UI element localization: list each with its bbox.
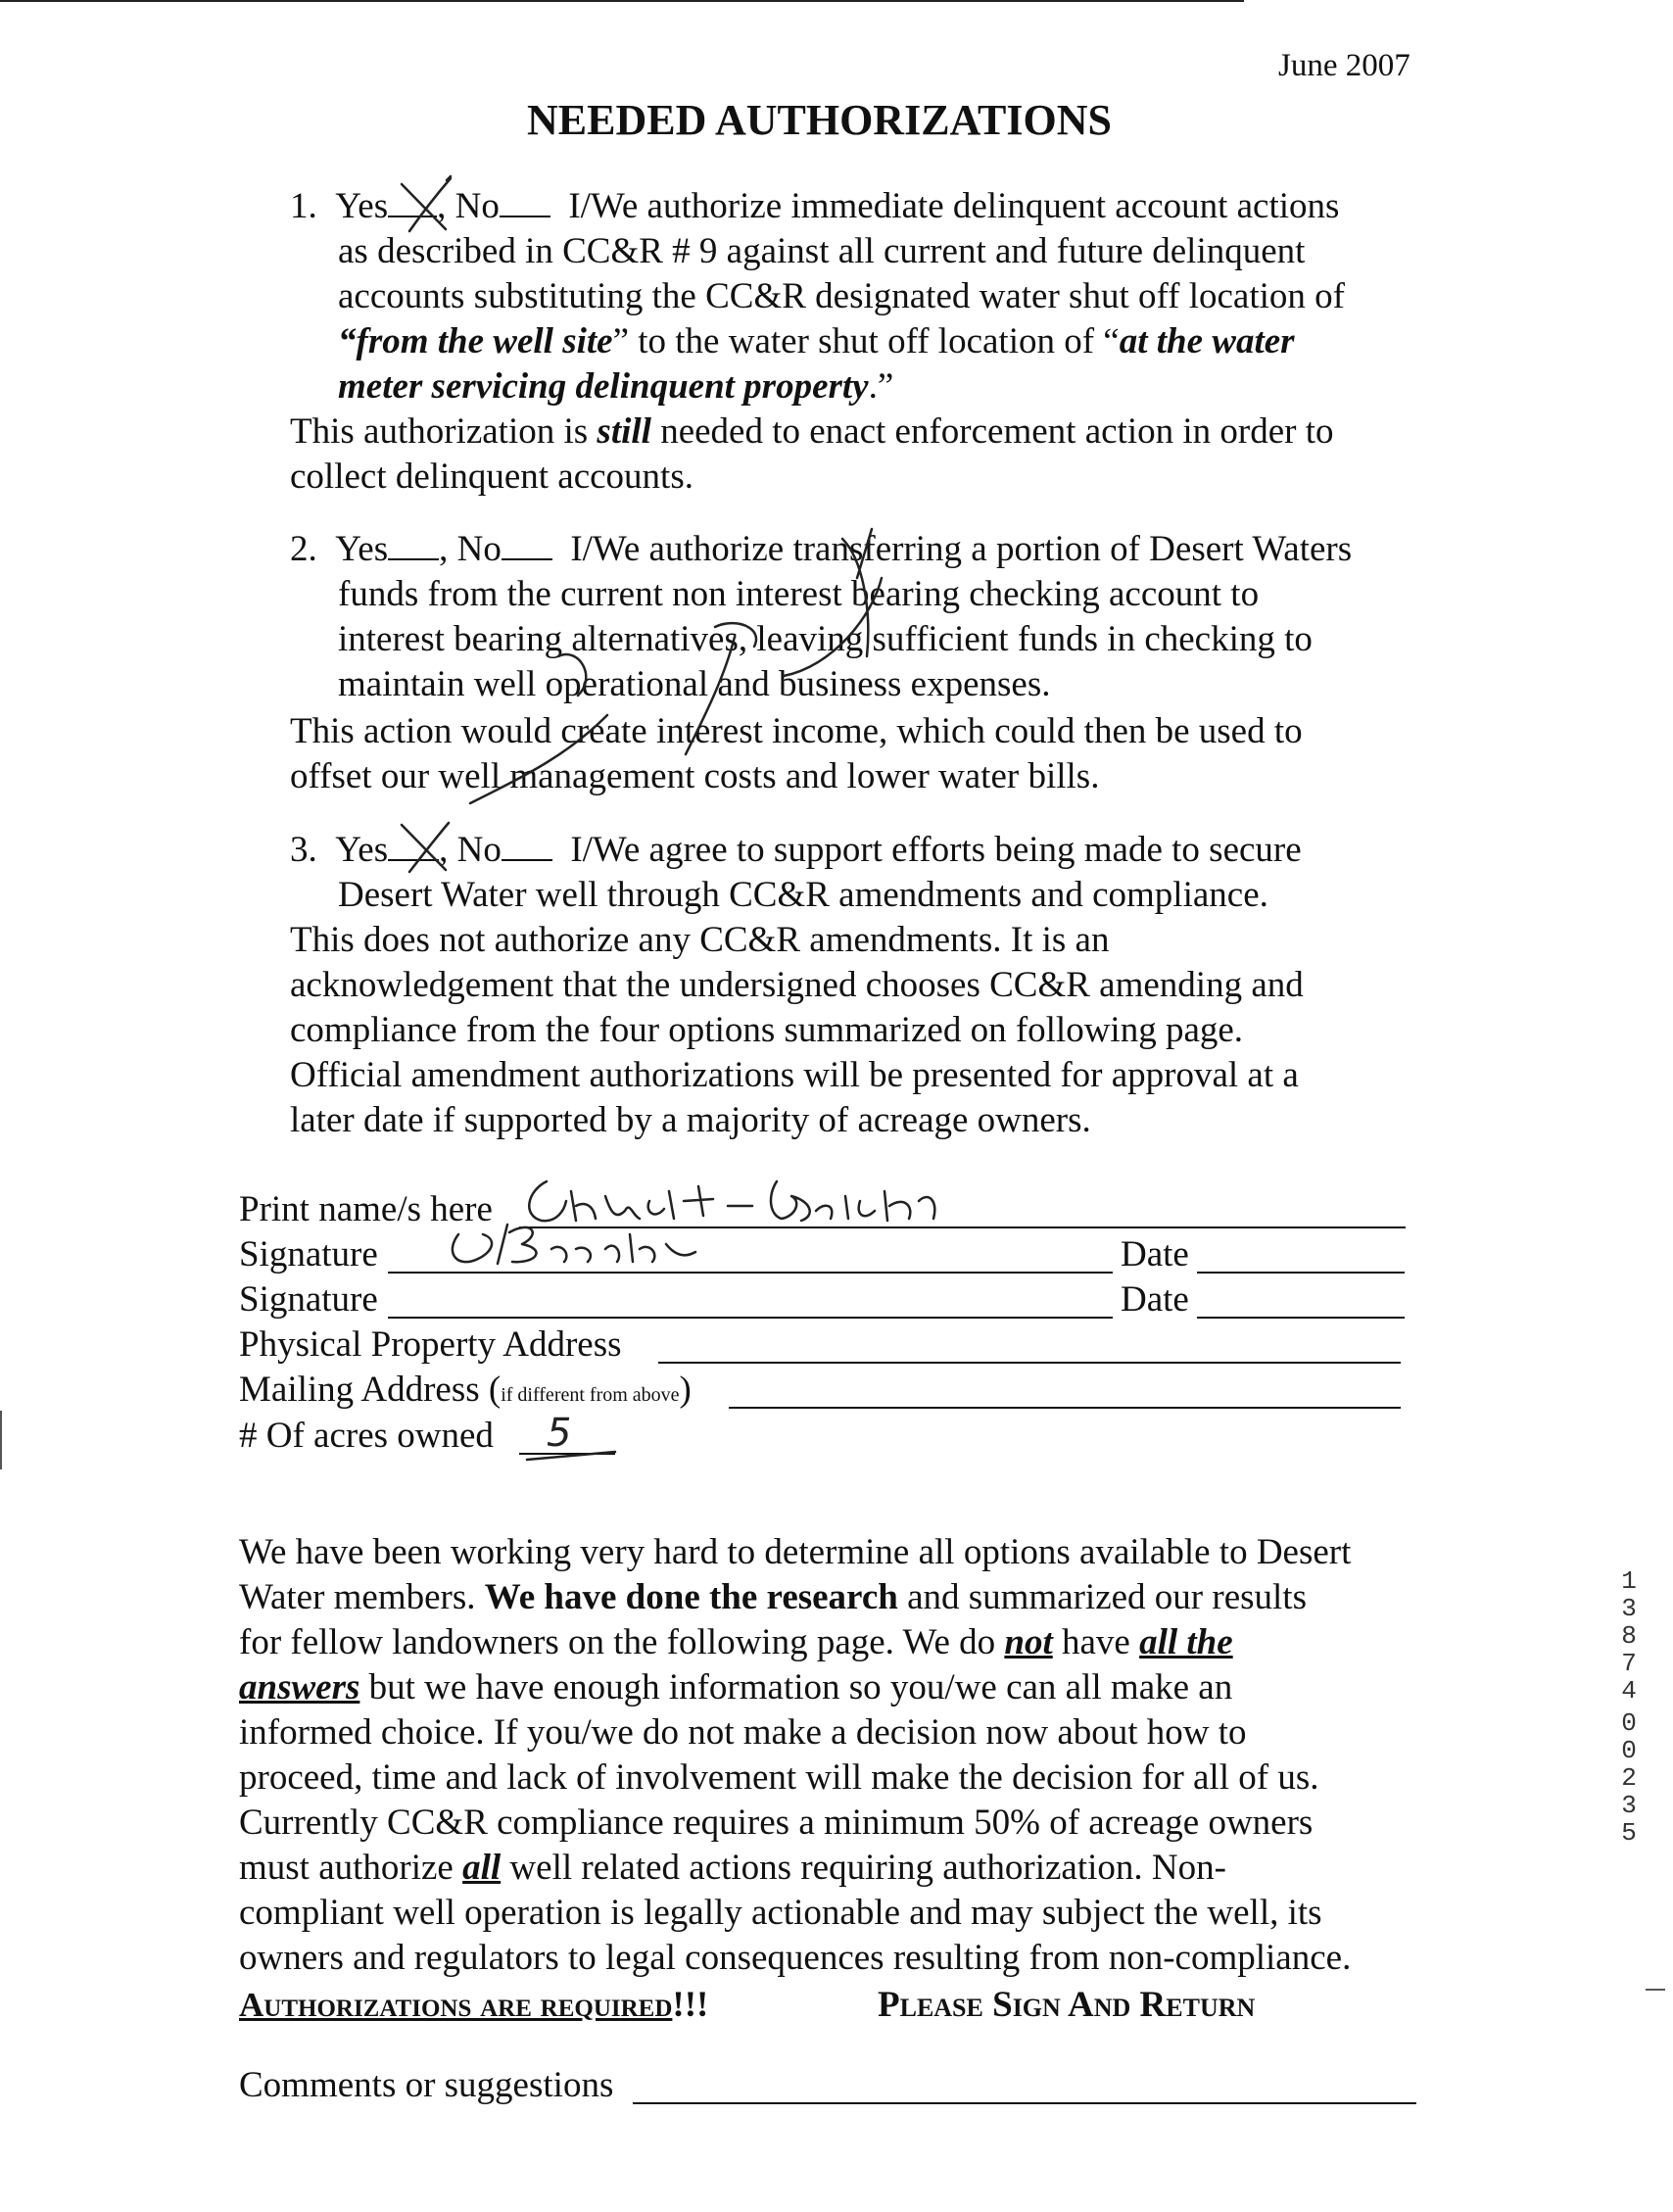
item-1-mid: ” to the water shut off location of “ [612,321,1120,361]
item-3-line-1 [290,828,1302,873]
mailing-address-close: ) [679,1370,692,1410]
comments-field[interactable] [633,2102,1416,2104]
side-code-top: 1 3 8 7 4 [1621,1566,1637,1706]
item-2-number: 2. [290,529,317,569]
closing-line-4 [239,1665,1232,1710]
closing-8b: well related actions requiring authorization. Non- [501,1848,1226,1888]
item-3-yes-label: Yes [335,830,389,870]
quote-open: “ [338,321,357,361]
signature-1-label: Signature [239,1234,378,1274]
scan-top-edge [0,0,1244,2]
emphasis-not: not [1004,1622,1053,1662]
item-1-note-line-1 [290,409,1333,455]
please-sign-return: Please Sign And Return [878,1985,1256,2025]
closing-line-2 [239,1575,1307,1620]
print-name-handwriting [517,1172,968,1240]
mailing-address-text: Mailing Address ( [239,1370,502,1410]
closing-2a: Water members. [239,1577,485,1617]
emphasis-answers: answers [239,1667,360,1707]
date-1-field[interactable] [1197,1272,1405,1274]
closing-line-10: owners and regulators to legal consequences resulting from non-compliance. [239,1938,1352,1978]
item-1-number: 1. [290,186,317,226]
mailing-address-note: if different from above [501,1384,680,1406]
closing-line-5: informed choice. If you/we do not make a decision now about how to [239,1712,1247,1753]
signature-2-field[interactable] [388,1317,1113,1319]
closing-line-6: proceed, time and lack of involvement will make the decision for all of us. [239,1757,1319,1798]
item-1-line-1 [290,184,1339,229]
item-3-note-line-2: acknowledgement that the undersigned chooses CC&R amending and [290,965,1304,1005]
item-2-line-1 [290,527,1352,572]
item-3-no-blank[interactable] [502,830,552,861]
date-2-label: Date [1121,1279,1189,1320]
item-2-yes-blank[interactable] [388,529,439,560]
date-2-field[interactable] [1197,1317,1405,1319]
item-3-note-line-1: This does not authorize any CC&R amendments. It is an [290,920,1110,960]
item-3-note-line-3: compliance from the four options summarized on following page. [290,1010,1244,1050]
closing-4b: but we have enough information so you/we can all make an [359,1667,1233,1707]
item-3-number: 3. [290,830,317,870]
item-2-note-line-2: offset our well management costs and lower water bills. [290,756,1100,796]
page-title: NEEDED AUTHORIZATIONS [527,96,1112,144]
closing-3a: for fellow landowners on the following page. We do [239,1622,1005,1662]
closing-line-9: compliant well operation is legally actionable and may subject the well, its [239,1893,1322,1933]
item-3-no-label: , No [439,830,502,870]
physical-address-field[interactable] [658,1362,1401,1364]
item-2-line-2: funds from the current non interest bearing checking account to [338,574,1260,614]
item-2-no-label: , No [439,529,502,569]
item-3-line-2: Desert Water well through CC&R amendments and compliance. [338,875,1268,915]
item-1-note-b: needed to enact enforcement action in order to [650,411,1334,452]
item-1-yes-label: Yes [335,186,389,226]
scan-left-mark [0,1411,2,1469]
item-1-line-5 [338,364,893,409]
item-3-yes-blank[interactable] [388,830,439,861]
item-2-yes-label: Yes [335,529,389,569]
closing-line-1: We have been working very hard to determine all options available to Desert [239,1532,1352,1572]
mailing-address-field[interactable] [729,1407,1401,1409]
item-3-lead: I/We agree to support efforts being made to secure [570,830,1302,870]
physical-address-label: Physical Property Address [239,1324,622,1365]
closing-3b: have [1052,1622,1140,1662]
item-1-no-blank[interactable] [500,186,550,217]
item-1-yes-blank[interactable] [388,186,437,217]
item-2-note-line-1: This action would create interest income, which could then be used to [290,711,1303,751]
closing-8a: must authorize [239,1848,463,1888]
authorizations-required [239,1983,708,2028]
emphasis-meter: meter servicing delinquent property [338,366,869,407]
emphasis-well-site: from the well site [356,321,613,361]
signature-1-field[interactable] [388,1272,1113,1274]
item-1-note-a: This authorization is [290,411,598,452]
scan-right-mark [1646,1989,1665,1991]
acres-label: # Of acres owned [239,1416,494,1456]
emphasis-at-water: at the water [1119,321,1295,361]
item-3-note-line-5: later date if supported by a majority of acreage owners. [290,1100,1091,1140]
quote-close: .” [868,366,894,407]
item-2-no-blank[interactable] [502,529,552,560]
emphasis-all-the: all the [1139,1622,1233,1662]
item-2-lead: I/We authorize transferring a portion of Desert Waters [570,529,1353,569]
item-1-line-4 [338,319,1295,364]
signature-2-label: Signature [239,1279,378,1320]
closing-2c: and summarized our results [897,1577,1307,1617]
print-name-field[interactable] [519,1226,1406,1228]
item-3-note-line-4: Official amendment authorizations will be presented for approval at a [290,1055,1299,1095]
item-1-note-line-2: collect delinquent accounts. [290,457,693,497]
required-text: Authorizations are required [239,1986,673,2024]
side-code-bottom: 0 0 2 3 5 [1621,1708,1637,1848]
closing-research: We have done the research [484,1577,898,1617]
print-name-label: Print name/s here [239,1189,493,1229]
emphasis-still: still [597,411,651,452]
required-marks: !!! [672,1985,709,2025]
closing-line-3 [239,1620,1233,1665]
item-1-line-3: accounts substituting the CC&R designated water shut off location of [338,276,1345,316]
item-1-lead: I/We authorize immediate delinquent account actions [568,186,1340,226]
date-1-label: Date [1121,1234,1189,1274]
comments-label: Comments or suggestions [239,2065,614,2105]
closing-line-7: Currently CC&R compliance requires a minimum 50% of acreage owners [239,1803,1314,1843]
item-1-no-label: , No [437,186,500,226]
item-2-line-4: maintain well operational and business expenses. [338,664,1051,704]
emphasis-all: all [462,1848,502,1888]
acres-value: 5 [547,1411,572,1456]
document-date: June 2007 [1278,48,1410,83]
closing-line-8 [239,1846,1226,1891]
item-2-line-3: interest bearing alternatives, leaving sufficient funds in checking to [338,619,1313,659]
item-1-line-2: as described in CC&R # 9 against all current and future delinquent [338,231,1306,271]
mailing-address-label [239,1368,692,1418]
